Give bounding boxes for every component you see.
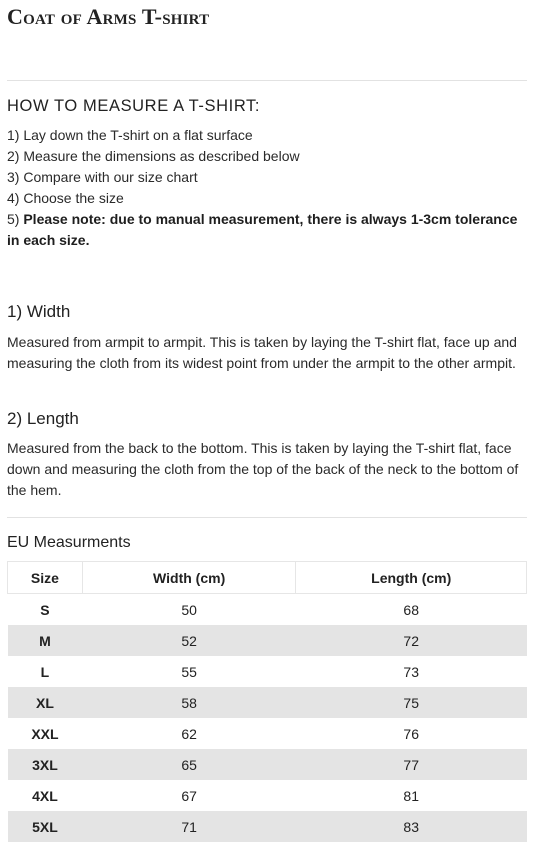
width-cell: 67: [181, 787, 197, 804]
tolerance-note: Please note: due to manual measurement, there is always 1-3cm tolerance in each size.: [7, 211, 518, 248]
measure-step-2: 2) Measure the dimensions as described below: [7, 148, 300, 164]
size-cell: XL: [8, 687, 83, 718]
width-cell: 52: [82, 625, 296, 656]
size-chart-table: [7, 561, 527, 842]
measure-step-4: 4) Choose the size: [7, 190, 124, 206]
table-row: [8, 687, 527, 718]
length-heading: 2) Length: [7, 409, 79, 428]
size-cell: 5XL: [8, 811, 83, 842]
width-cell: 58: [82, 687, 296, 718]
table-row: [8, 656, 527, 687]
width-cell: 71: [82, 811, 296, 842]
size-cell: 4XL: [32, 787, 58, 804]
width-description: Measured from armpit to armpit. This is taken by laying the T-shirt flat, face up and measuring the cloth from its widest point from under the armpit to the other armpit.: [7, 334, 517, 371]
width-column-header: Width (cm): [82, 562, 296, 594]
table-row: [8, 749, 527, 780]
length-cell: 76: [403, 725, 419, 742]
length-column-header: Length (cm): [296, 562, 527, 594]
how-to-measure-heading: HOW TO MEASURE A T-SHIRT:: [7, 97, 261, 115]
length-cell: 68: [403, 601, 419, 618]
size-cell: XXL: [31, 725, 59, 742]
table-row: [8, 594, 527, 626]
length-cell: 77: [296, 749, 527, 780]
size-column-header: Size: [8, 562, 83, 594]
width-cell: 55: [181, 663, 197, 680]
measure-steps-list: [7, 125, 532, 251]
width-cell: 62: [181, 725, 197, 742]
table-row: [8, 811, 527, 842]
length-cell: 83: [296, 811, 527, 842]
length-description: Measured from the back to the bottom. This is taken by laying the T-shirt flat, face down and measuring the cloth from the top of the back of the neck to the bottom of the hem.: [7, 440, 519, 498]
length-cell: 73: [403, 663, 419, 680]
length-cell: 75: [296, 687, 527, 718]
measure-step-3: 3) Compare with our size chart: [7, 169, 198, 185]
measure-step-5-number: 5): [7, 211, 24, 227]
width-cell: 50: [181, 601, 197, 618]
length-cell: 72: [296, 625, 527, 656]
length-cell: 81: [403, 787, 419, 804]
size-cell: L: [40, 663, 50, 680]
table-row: [8, 625, 527, 656]
size-cell: M: [8, 625, 83, 656]
size-cell: S: [40, 601, 50, 618]
divider-top: [7, 80, 527, 81]
width-cell: 65: [82, 749, 296, 780]
size-cell: 3XL: [8, 749, 83, 780]
table-row: [8, 780, 527, 811]
measure-step-5: [7, 209, 532, 251]
table-row: [8, 718, 527, 749]
measure-step-1: 1) Lay down the T-shirt on a flat surface: [7, 127, 253, 143]
eu-measurements-heading: EU Measurments: [7, 534, 131, 551]
width-heading: 1) Width: [7, 302, 71, 321]
page-title: Coat of Arms T-shirt: [7, 4, 210, 29]
size-chart-header-row: [8, 562, 527, 594]
divider-bottom: [7, 517, 527, 518]
